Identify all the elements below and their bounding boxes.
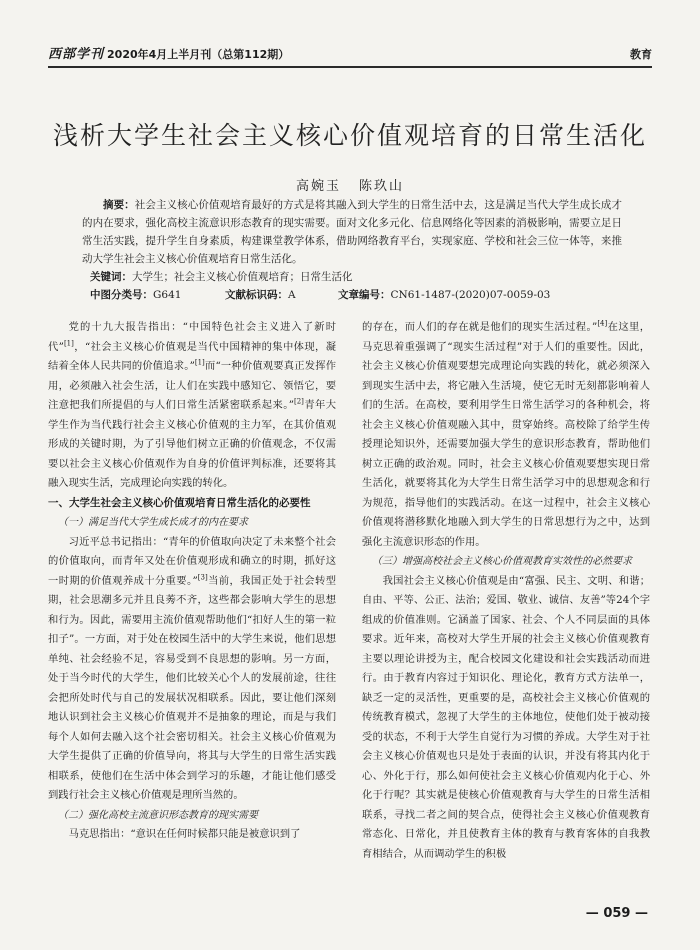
keywords-label: 关键词： (90, 271, 132, 283)
body-paragraph: 习近平总书记指出：“青年的价值取向决定了未来整个社会的价值取向，而青年又处在价值观形成和确立的时期，抓好这一时期的价值观养成十分重要。”[3]当前，我国正处于社会转型期，社会思潮多元并且良莠不齐，这些都会影响大学生的思想和行为。因此，需要用主流价值观帮助他们“扣好人生的第一粒扣子”。一方面，对于处在校园生活中的大学生来说，他们思想单纯、社会经验不足，容易受到不良思想的影响。另一方面，处于当今时代的大学生，他们比较关心个人的发展前途，往往会把所处时代与自己的发展状况相联系。因此，要让他们深刻地认识到社会主义核心价值观并不是抽象的理论，而是与我们每个人如何去融入这个社会密切相关。社会主义核心价值观为大学生提供了正确的价值导向，将其与大学生的日常生活实践相联系，使他们在生活中体会到学习的乐趣，才能让他们感受到践行社会主义核心价值观是理所当然的。 (48, 535, 336, 801)
body-paragraph: 的存在，而人们的存在就是他们的现实生活过程。”[4]在这里，马克思着重强调了“现实生活过程”对于人们的重要性。因此，社会主义核心价值观要想完成理论向实践的转化，就必须深入到现实生活中去，将它融入生活境，使它无时无刻都影响着人们的生活。在高校，要利用学生日常生活学习的各种机会，将社会主义核心价值观融入其中，贯穿始终。高校除了给学生传授理论知识外，还需要加强大学生的意识形态教育，帮助他们树立正确的政治观。同时，社会主义核心价值观要想实现日常生活化，就要将其化为大学生日常生活学习中的思想观念和行为规范，指导他们的实践活动。在这一过程中，社会主义核心价值观将潜移默化地融入到大学生的日常思想行为之中，达到强化主流意识形态的作用。 (362, 319, 650, 548)
clc-label: 中图分类号： (90, 289, 153, 301)
citation-marker: [4] (597, 319, 608, 328)
citation-marker: [1] (194, 358, 205, 367)
clc-value: G641 (153, 289, 182, 301)
article-number-label: 文章编号： (338, 289, 391, 301)
doc-code-value: A (288, 289, 296, 301)
citation-marker: [1] (63, 339, 74, 348)
author-name: 陈玖山 (359, 179, 405, 194)
subsection-heading: （二）强化高校主流意识形态教育的现实需要 (58, 809, 258, 821)
classification-line (90, 286, 622, 304)
running-header (48, 44, 652, 68)
section-label: 教育 (630, 48, 652, 61)
author-name: 高婉玉 (295, 179, 341, 194)
citation-marker: [3] (197, 573, 208, 582)
body-column-left (48, 318, 336, 903)
section-heading: 一、大学生社会主义核心价值观培育日常生活化的必要性 (48, 496, 311, 509)
body-paragraph: 党的十九大报告指出：“中国特色社会主义进入了新时代”[1]，“社会主义核心价值观是当代中国精神的集中体现，凝结着全体人民共同的价值追求。”[1]而“一种价值观要真正发挥作用，必须融入社会生活，让人们在实践中感知它、领悟它，要注意把我们所提倡的与人们日常生活紧密联系起来。”[2]青年大学生作为当代践行社会主义核心价值观的主力军，在其价值观形成的关键时期，为了引导他们树立正确的价值观念，不仅需要以社会主义核心价值观作为自身的价值评判标准，还要将其融入现实生活，完成理论向实践的转化。 (48, 321, 336, 489)
keywords (90, 268, 622, 286)
abstract (82, 196, 622, 268)
journal-logo: 西部学刊 (48, 47, 105, 62)
abstract-text: 社会主义核心价值观培育最好的方式是将其融入到大学生的日常生活中去，这是满足当代大学生成长成才的内在要求，强化高校主流意识形态教育的现实需要。面对文化多元化、信息网络化等因素的消极影响，需要立足日常生活实践，提升学生自身素质，构建课堂教学体系，借助网络教育平台，实现家庭、学校和社会三位一体等，来推动大学生社会主义核心价值观培育日常生活化。 (82, 199, 622, 265)
body-paragraph: 我国社会主义核心价值观是由“富强、民主、文明、和谐；自由、平等、公正、法治；爱国、敬业、诚信、友善”等24个字组成的价值准则。它涵盖了国家、社会、个人不同层面的具体要求。近年来，高校对大学生开展的社会主义核心价值观教育主要以理论讲授为主，配合校园文化建设和社会实践活动而进行。由于教育内容过于知识化、理论化，教育方式方法单一，缺乏一定的灵活性，更重要的是，高校社会主义核心价值观的传统教育模式，忽视了大学生的主体地位，使他们处于被动接受的状态，不利于大学生自觉行为习惯的养成。大学生对于社会主义核心价值观也只是处于表面的认识，并没有将其内化于心、外化于行，那么如何使社会主义核心价值观内化于心、外化于行呢？其实就是使核心价值观教育与大学生的日常生活相联系，寻找二者之间的契合点，使得社会主义核心价值观教育常态化、日常化，并且使教育主体的教育与教育客体的自我教育相结合，从而调动学生的积极 (362, 574, 650, 860)
body-column-right (362, 318, 650, 903)
issue-info: 2020年4月上半月刊（总第112期） (107, 48, 290, 61)
page-number: — 059 — (585, 906, 648, 921)
abstract-label: 摘要： (103, 199, 135, 211)
body-paragraph: 马克思指出：“意识在任何时候都只能是被意识到了 (68, 828, 301, 840)
subsection-heading: （三）增强高校社会主义核心价值观教育实效性的必然要求 (372, 556, 632, 567)
author-line (0, 175, 700, 194)
article-title: 浅析大学生社会主义核心价值观培育的日常生活化 (52, 121, 647, 150)
article-number-value: CN61-1487-(2020)07-0059-03 (390, 289, 551, 301)
citation-marker: [2] (294, 397, 304, 406)
doc-code-label: 文献标识码： (225, 289, 288, 301)
subsection-heading: （一）满足当代大学生成长成才的内在要求 (58, 517, 248, 528)
keywords-text: 大学生；社会主义核心价值观培育；日常生活化 (132, 271, 353, 283)
